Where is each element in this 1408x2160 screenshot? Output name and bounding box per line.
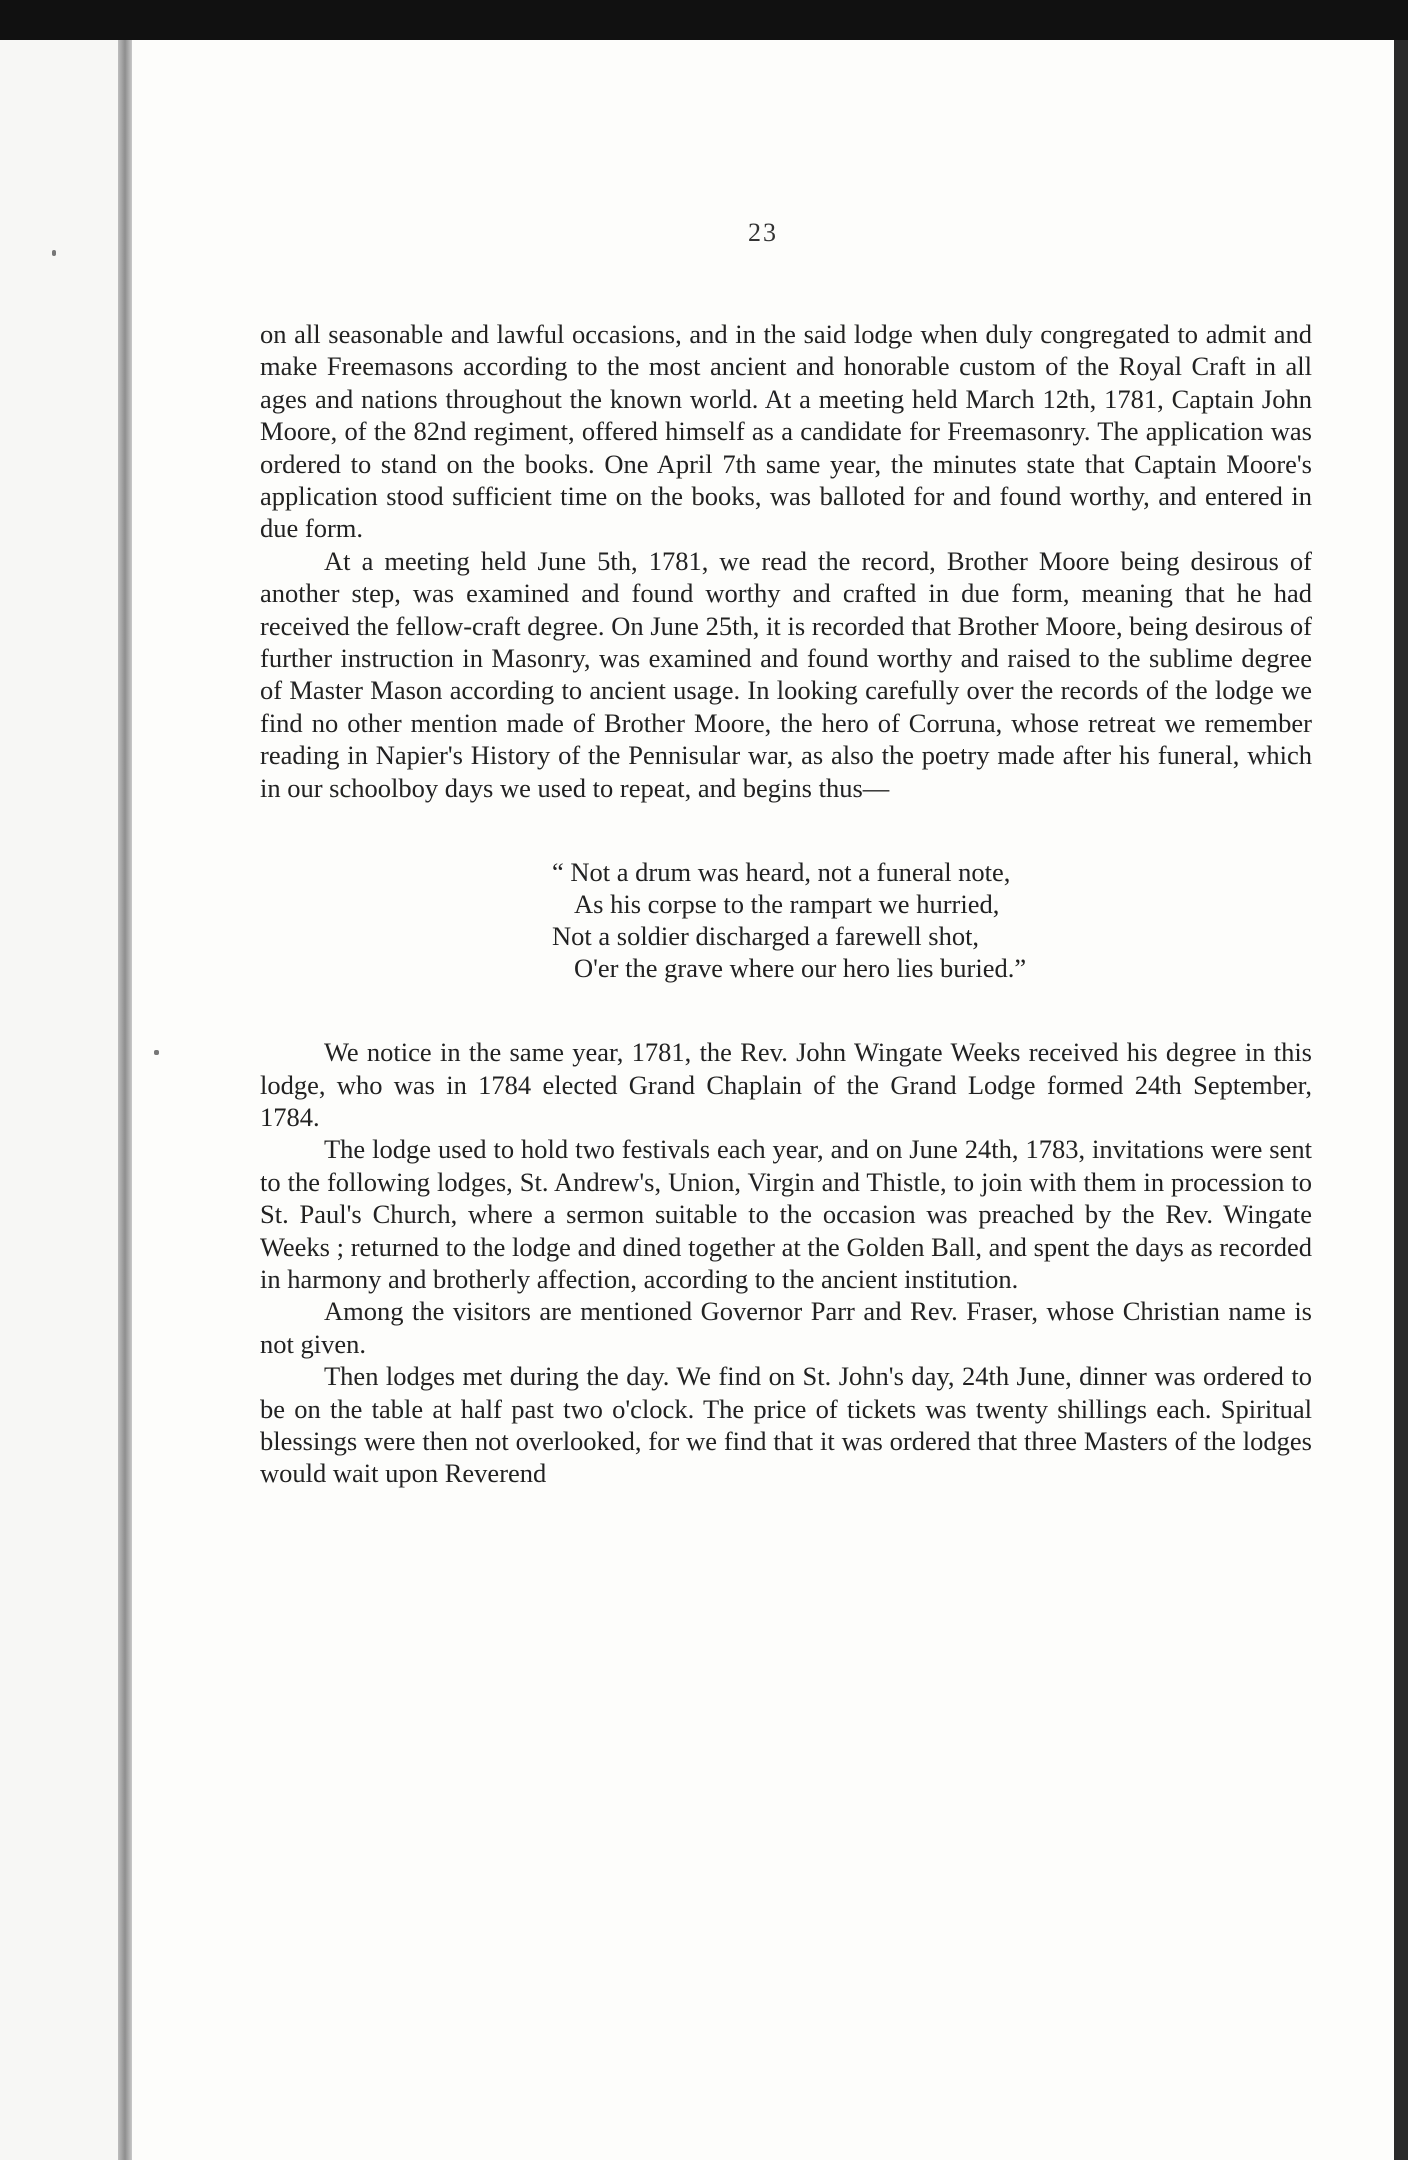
verse-line: O'er the grave where our hero lies buried.” <box>574 953 1027 984</box>
book-gutter <box>118 40 132 2160</box>
paragraph: on all seasonable and lawful occasions, and in the said lodge when duly congregated to admit and make Freemasons according to the most ancient and honorable custom of the Royal Craft in all ages and nations throughout the known world. At a meeting held March 12th, 1781, Captain John Moore, of the 82nd regiment, offered himself as a candidate for Freemasonry. The application was ordered to stand on the books. One April 7th same year, the minutes state that Captain Moore's application stood sufficient time on the books, was balloted for and found worthy, and entered in due form. <box>260 319 1312 544</box>
verse-line: Not a soldier discharged a farewell shot, <box>552 921 980 952</box>
paragraph: Then lodges met during the day. We find on St. John's day, 24th June, dinner was ordered to be on the table at half past two o'clock. The price of tickets was twenty shillings each. Spiritual blessings were then not overlooked, for we find that it was ordered that three Masters of the lodges would wait upon Reverend <box>260 1361 1312 1489</box>
scan-top-border <box>0 0 1408 40</box>
page-number: 23 <box>748 218 778 247</box>
verse-quotation <box>260 856 1312 984</box>
paragraph: The lodge used to hold two festivals each year, and on June 24th, 1783, invitations were sent to the following lodges, St. Andrew's, Union, Virgin and Thistle, to join with them in procession to St. Paul's Church, where a sermon suitable to the occasion was preached by the Rev. Wingate Weeks ; returned to the lodge and dined together at the Golden Ball, and spent the days as recorded in harmony and brotherly affection, according to the ancient institution. <box>260 1134 1312 1294</box>
scan-speck <box>52 250 56 256</box>
paragraph: We notice in the same year, 1781, the Rev. John Wingate Weeks received his degree in this lodge, who was in 1784 elected Grand Chaplain of the Grand Lodge formed 24th September, 1784. <box>260 1037 1312 1132</box>
book-page <box>132 40 1394 2160</box>
paragraph: At a meeting held June 5th, 1781, we read the record, Brother Moore being desirous of another step, was examined and found worthy and crafted in due form, meaning that he had received the fellow-craft degree. On June 25th, it is recorded that Brother Moore, being desirous of further instruction in Masonry, was examined and found worthy and raised to the sublime degree of Master Mason according to ancient usage. In looking carefully over the records of the lodge we find no other mention made of Brother Moore, the hero of Corruna, whose retreat we remember reading in Napier's History of the Pennisular war, as also the poetry made after his funeral, which in our schoolboy days we used to repeat, and begins thus— <box>260 545 1312 803</box>
facing-page-edge <box>0 40 120 2160</box>
scan-speck <box>154 1050 159 1055</box>
scan-right-border <box>1394 40 1408 2160</box>
paragraph: Among the visitors are mentioned Governor Parr and Rev. Fraser, whose Christian name is not given. <box>260 1296 1312 1359</box>
verse-line: As his corpse to the rampart we hurried, <box>574 889 1000 920</box>
body-text <box>260 318 1312 1490</box>
verse-line: “ Not a drum was heard, not a funeral note, <box>552 857 1011 888</box>
